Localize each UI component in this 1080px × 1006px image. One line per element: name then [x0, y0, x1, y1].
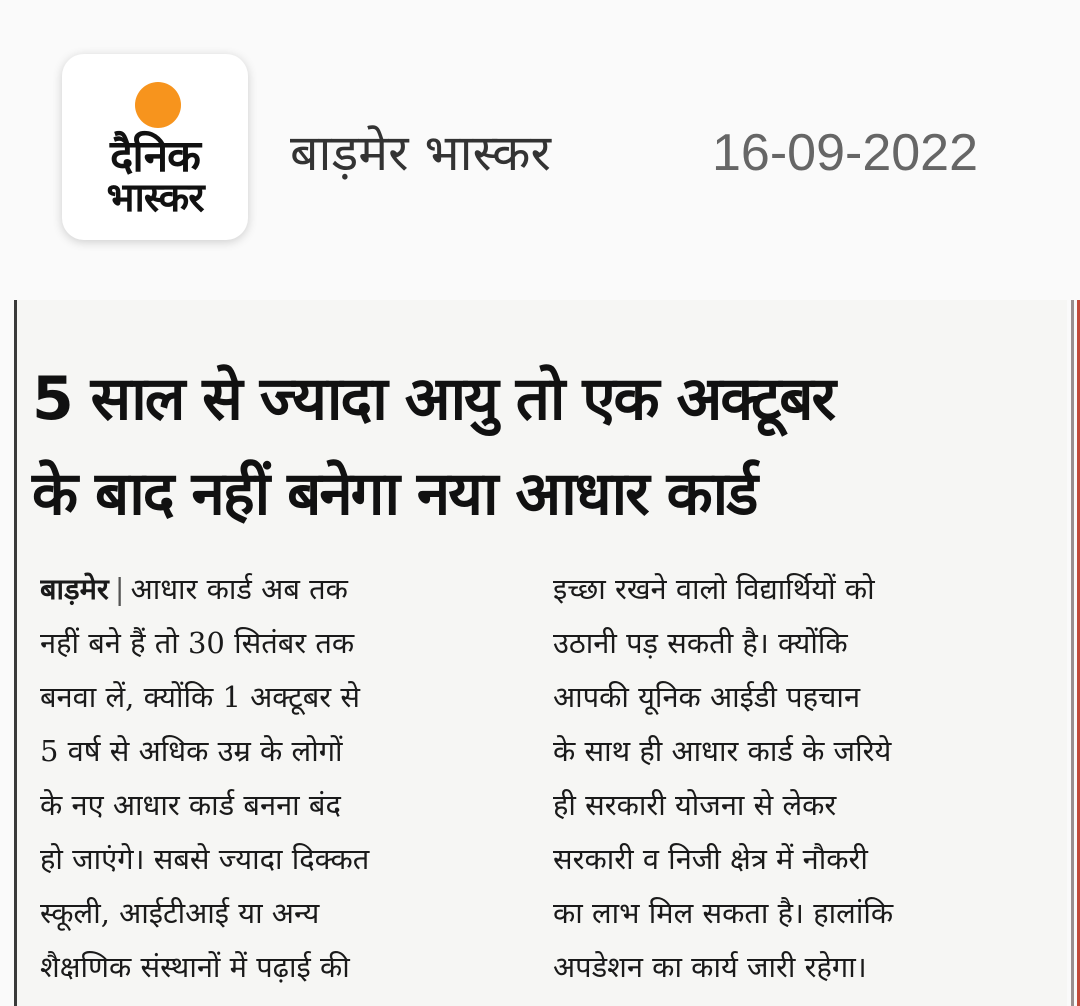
- body-line: स्कूली, आईटीआई या अन्य: [40, 896, 320, 930]
- edition-name: बाड़मेर भास्कर: [290, 124, 551, 182]
- dainik-bhaskar-logo[interactable]: [62, 54, 248, 240]
- body-line: ही सरकारी योजना से लेकर: [553, 788, 837, 822]
- body-line: सरकारी व निजी क्षेत्र में नौकरी: [553, 842, 868, 876]
- body-line: शैक्षणिक संस्थानों में पढ़ाई की: [40, 950, 350, 984]
- headline-line: 5 साल से ज्यादा आयु तो एक अक्टूबर: [32, 364, 835, 434]
- body-line: उठानी पड़ सकती है। क्योंकि: [553, 626, 848, 660]
- body-line: नहीं बने हैं तो 30 सितंबर तक: [40, 626, 355, 660]
- edition-date: 16-09-2022: [712, 124, 978, 182]
- logo-text-line1: दैनिक: [110, 131, 200, 182]
- body-line: के साथ ही आधार कार्ड के जरिये: [553, 734, 892, 768]
- app-header: [0, 0, 1080, 280]
- body-line: के नए आधार कार्ड बनना बंद: [40, 788, 341, 822]
- sun-icon: [135, 82, 181, 128]
- logo-text-line2: भास्कर: [106, 175, 204, 221]
- dateline-separator: |: [114, 572, 125, 606]
- body-line: बनवा लें, क्योंकि 1 अक्टूबर से: [40, 680, 360, 714]
- article-headline: [32, 352, 1042, 542]
- body-line: [40, 562, 510, 616]
- body-line: 5 वर्ष से अधिक उम्र के लोगों: [40, 734, 343, 768]
- body-line: इच्छा रखने वालो विद्यार्थियों को: [553, 572, 875, 606]
- article-dateline: बाड़मेर: [40, 572, 109, 606]
- body-line: का लाभ मिल सकता है। हालांकि: [553, 896, 894, 930]
- headline-line: के बाद नहीं बनेगा नया आधार कार्ड: [32, 459, 757, 529]
- clipping-edge: [1071, 300, 1074, 1006]
- body-line: हो जाएंगे। सबसे ज्यादा दिक्कत: [40, 842, 370, 876]
- article-column-right: [553, 562, 1033, 992]
- body-line: अपडेशन का कार्य जारी रहेगा।: [553, 950, 867, 984]
- body-line: आपकी यूनिक आईडी पहचान: [553, 680, 861, 714]
- body-text: आधार कार्ड अब तक: [130, 572, 348, 606]
- article-column-left: [40, 562, 510, 992]
